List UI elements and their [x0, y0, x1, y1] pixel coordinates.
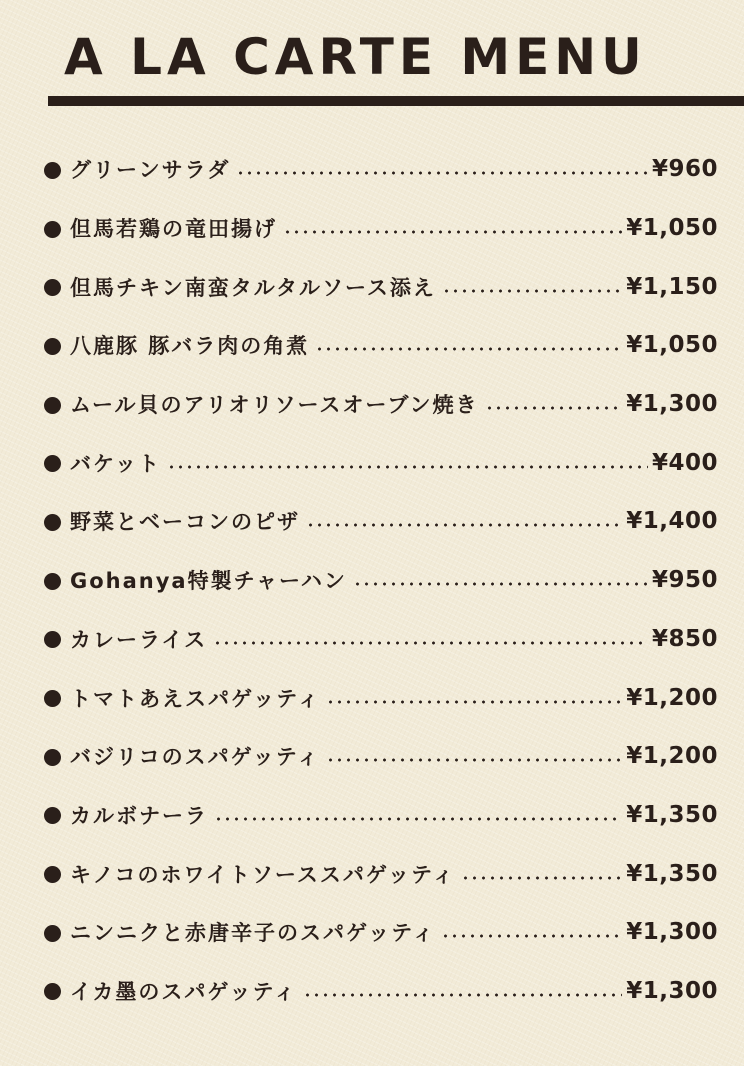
- menu-item-name: 但馬若鶏の竜田揚げ: [70, 217, 277, 242]
- bullet-icon: [44, 279, 61, 296]
- menu-item-name: 野菜とベーコンのピザ: [70, 510, 300, 535]
- menu-item: [44, 492, 718, 551]
- menu-item: [44, 786, 718, 845]
- menu-item-name: ムール貝のアリオリソースオーブン焼き: [70, 393, 479, 418]
- dot-leader: [303, 993, 622, 997]
- bullet-icon: [44, 749, 61, 766]
- menu-item: [44, 903, 718, 962]
- bullet-icon: [44, 221, 61, 238]
- menu-item-price: ¥1,300: [626, 391, 718, 418]
- dot-leader: [214, 817, 622, 821]
- menu-item-name: Gohanya特製チャーハン: [70, 569, 347, 594]
- bullet-icon: [44, 983, 61, 1000]
- menu-item-price: ¥1,150: [626, 273, 718, 300]
- dot-leader: [442, 289, 622, 293]
- menu-item-name: イカ墨のスパゲッティ: [70, 979, 297, 1004]
- bullet-icon: [44, 397, 61, 414]
- dot-leader: [326, 758, 622, 762]
- bullet-icon: [44, 866, 61, 883]
- menu-item: [44, 844, 718, 903]
- menu-item-price: ¥1,300: [626, 977, 718, 1004]
- menu-item-price: ¥1,200: [626, 743, 718, 770]
- menu-item-price: ¥1,050: [626, 332, 718, 359]
- menu-item-price: ¥950: [651, 567, 718, 594]
- dot-leader: [461, 876, 622, 880]
- menu-item-price: ¥1,350: [626, 801, 718, 828]
- menu-item: [44, 610, 718, 669]
- bullet-icon: [44, 162, 61, 179]
- menu-item: [44, 668, 718, 727]
- menu-item-name: バジリコのスパゲッティ: [70, 745, 321, 770]
- page-title: A LA CARTE MENU: [64, 28, 647, 86]
- menu-item-name: グリーンサラダ: [70, 158, 231, 183]
- dot-leader: [236, 171, 648, 175]
- bullet-icon: [44, 631, 61, 648]
- menu-item: [44, 140, 718, 199]
- menu-item-price: ¥1,300: [626, 919, 718, 946]
- menu-item: [44, 316, 718, 375]
- menu-list: [44, 140, 718, 1020]
- menu-item: [44, 551, 718, 610]
- menu-item: [44, 375, 718, 434]
- menu-item-name: カルボナーラ: [70, 803, 208, 828]
- dot-leader: [213, 641, 648, 645]
- dot-leader: [326, 700, 622, 704]
- menu-item-name: カレーライス: [70, 627, 208, 652]
- menu-item: [44, 433, 718, 492]
- menu-item-price: ¥400: [651, 449, 718, 476]
- bullet-icon: [44, 925, 61, 942]
- menu-item-name: ニンニクと赤唐辛子のスパゲッティ: [70, 921, 436, 946]
- menu-item-price: ¥960: [651, 156, 718, 183]
- menu-item-name: 但馬チキン南蛮タルタルソース添え: [70, 275, 436, 300]
- dot-leader: [306, 523, 622, 527]
- menu-item-price: ¥1,050: [626, 215, 718, 242]
- menu-item: [44, 727, 718, 786]
- title-underline: [48, 96, 744, 106]
- menu-item: [44, 199, 718, 258]
- dot-leader: [441, 934, 622, 938]
- menu-item-name: 八鹿豚 豚バラ肉の角煮: [70, 334, 310, 359]
- bullet-icon: [44, 573, 61, 590]
- menu-item-price: ¥1,350: [626, 860, 718, 887]
- menu-item: [44, 962, 718, 1021]
- dot-leader: [283, 230, 622, 234]
- dot-leader: [315, 347, 622, 351]
- menu-item-price: ¥1,200: [626, 684, 718, 711]
- bullet-icon: [44, 455, 61, 472]
- bullet-icon: [44, 807, 61, 824]
- bullet-icon: [44, 338, 61, 355]
- dot-leader: [353, 582, 648, 586]
- menu-item: [44, 257, 718, 316]
- menu-item-name: トマトあえスパゲッティ: [70, 686, 321, 711]
- dot-leader: [485, 406, 623, 410]
- bullet-icon: [44, 690, 61, 707]
- menu-item-price: ¥850: [651, 625, 718, 652]
- bullet-icon: [44, 514, 61, 531]
- menu-item-price: ¥1,400: [626, 508, 718, 535]
- menu-item-name: バケット: [70, 451, 161, 476]
- dot-leader: [167, 465, 648, 469]
- menu-item-name: キノコのホワイトソーススパゲッティ: [70, 862, 456, 887]
